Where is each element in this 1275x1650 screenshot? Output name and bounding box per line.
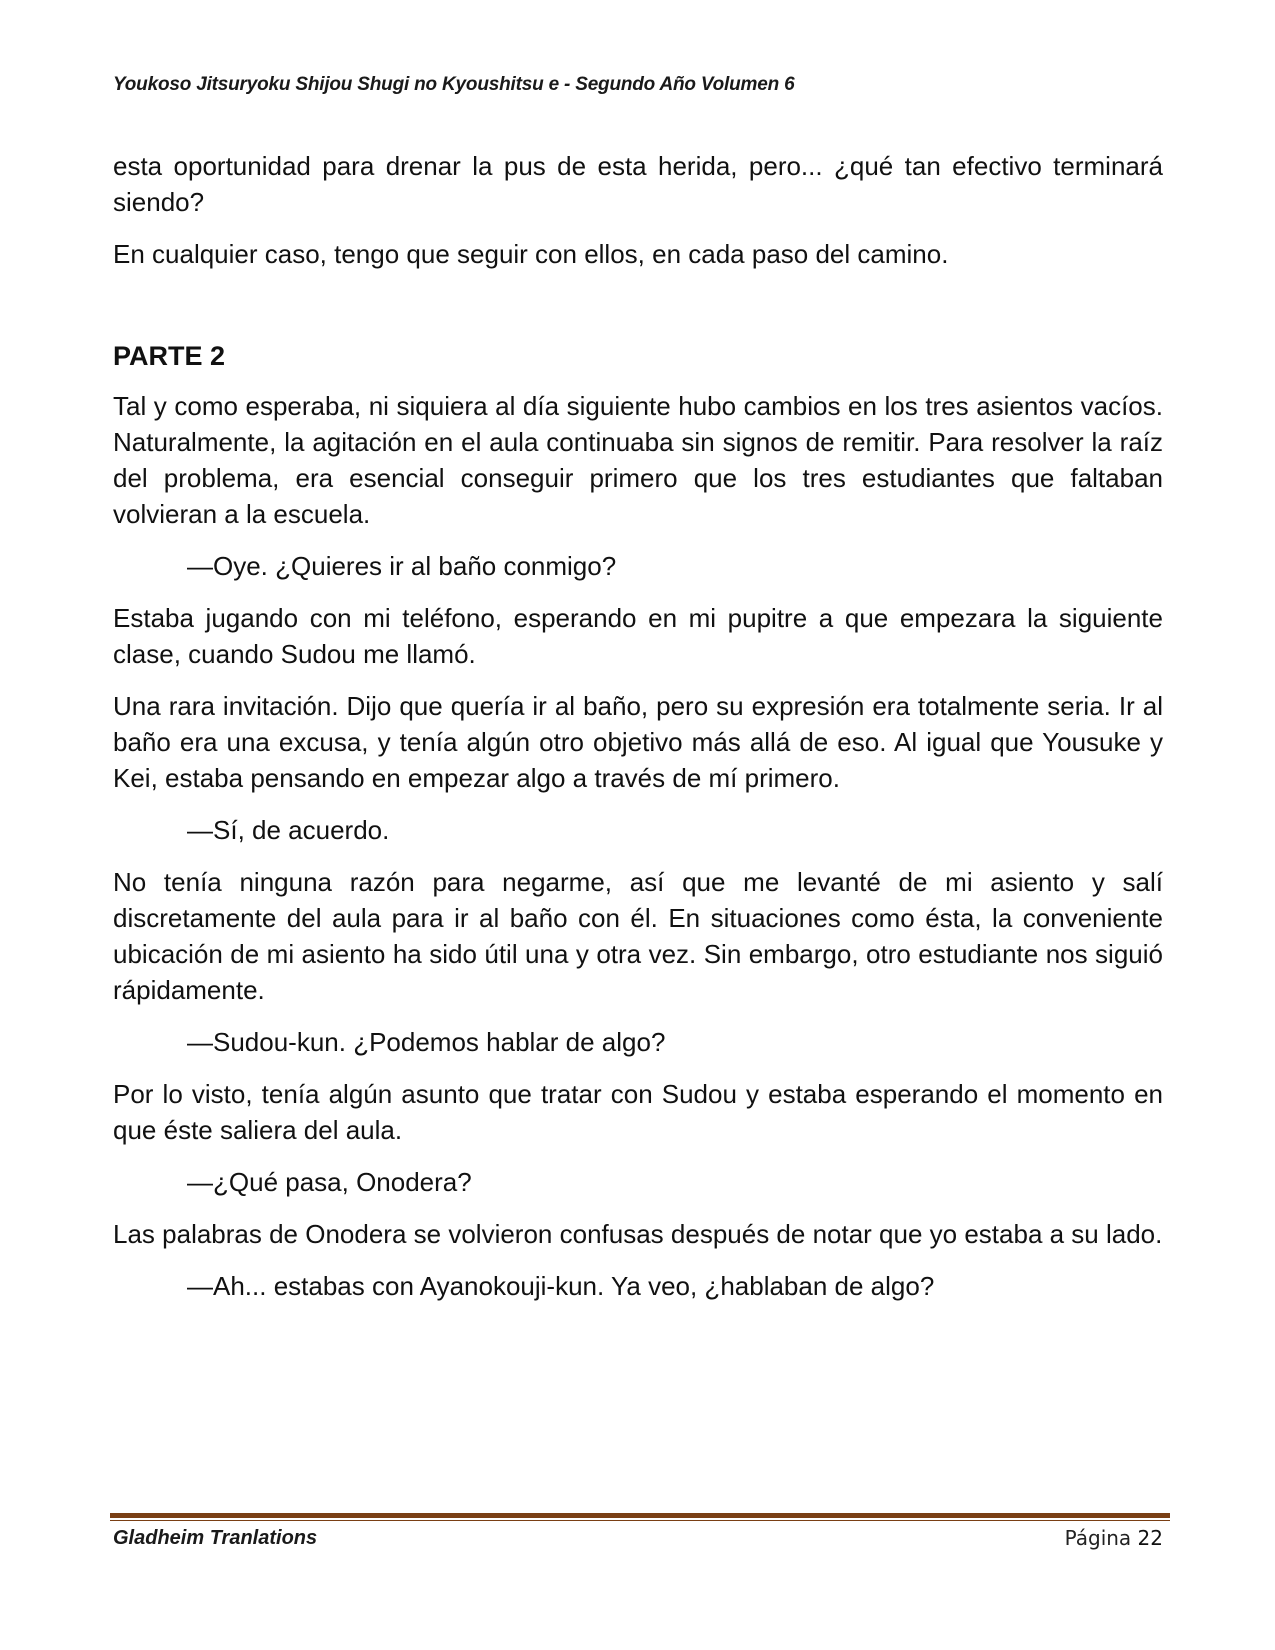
dialogue-5: —Ah... estabas con Ayanokouji-kun. Ya veo, ¿hablaban de algo?	[187, 1271, 935, 1301]
dialogue-1: —Oye. ¿Quieres ir al baño conmigo?	[187, 551, 617, 581]
paragraph-7: Por lo visto, tenía algún asunto que tratar con Sudou y estaba esperando el momento en que éste saliera del aula.	[113, 1079, 1163, 1145]
dialogue-2: —Sí, de acuerdo.	[187, 815, 390, 845]
paragraph-1: esta oportunidad para drenar la pus de esta herida, pero... ¿qué tan efectivo terminará siendo?	[113, 151, 1163, 217]
paragraph-6: No tenía ninguna razón para negarme, así que me levanté de mi asiento y salí discretamente del aula para ir al baño con él. En situaciones como ésta, la conveniente ubicación de mi asiento ha sido útil una y otra vez. Sin embargo, otro estudiante nos siguió rápidamente.	[113, 867, 1163, 1005]
footer-rule	[110, 1513, 1170, 1521]
section-heading: PARTE 2	[113, 341, 226, 371]
paragraph-5: Una rara invitación. Dijo que quería ir al baño, pero su expresión era totalmente seria. Ir al baño era una excusa, y tenía algún otro objetivo más allá de eso. Al igual que Yousuke y Kei, estaba pensando en empezar algo a través de mí primero.	[113, 691, 1163, 793]
page-content	[113, 148, 1163, 1320]
footer-page-indicator	[1065, 1526, 1163, 1550]
paragraph-4: Estaba jugando con mi teléfono, esperando en mi pupitre a que empezara la siguiente clase, cuando Sudou me llamó.	[113, 603, 1163, 669]
paragraph-2: En cualquier caso, tengo que seguir con ellos, en cada paso del camino.	[113, 239, 949, 269]
footer-publisher: Gladheim Tranlations	[113, 1527, 318, 1549]
running-header: Youkoso Jitsuryoku Shijou Shugi no Kyoushitsu e - Segundo Año Volumen 6	[113, 74, 795, 95]
footer-rule-thick	[110, 1513, 1170, 1518]
page-label: Página	[1064, 1526, 1132, 1550]
paragraph-8: Las palabras de Onodera se volvieron confusas después de notar que yo estaba a su lado.	[113, 1219, 1163, 1249]
footer-rule-thin	[110, 1520, 1170, 1521]
page-number: 22	[1137, 1526, 1163, 1550]
dialogue-3: —Sudou-kun. ¿Podemos hablar de algo?	[187, 1027, 666, 1057]
paragraph-3: Tal y como esperaba, ni siquiera al día siguiente hubo cambios en los tres asientos vacíos. Naturalmente, la agitación en el aula continuaba sin signos de remitir. Para resolver la raíz del problema, era esencial conseguir primero que los tres estudiantes que faltaban volvieran a la escuela.	[113, 391, 1163, 529]
dialogue-4: —¿Qué pasa, Onodera?	[187, 1167, 472, 1197]
